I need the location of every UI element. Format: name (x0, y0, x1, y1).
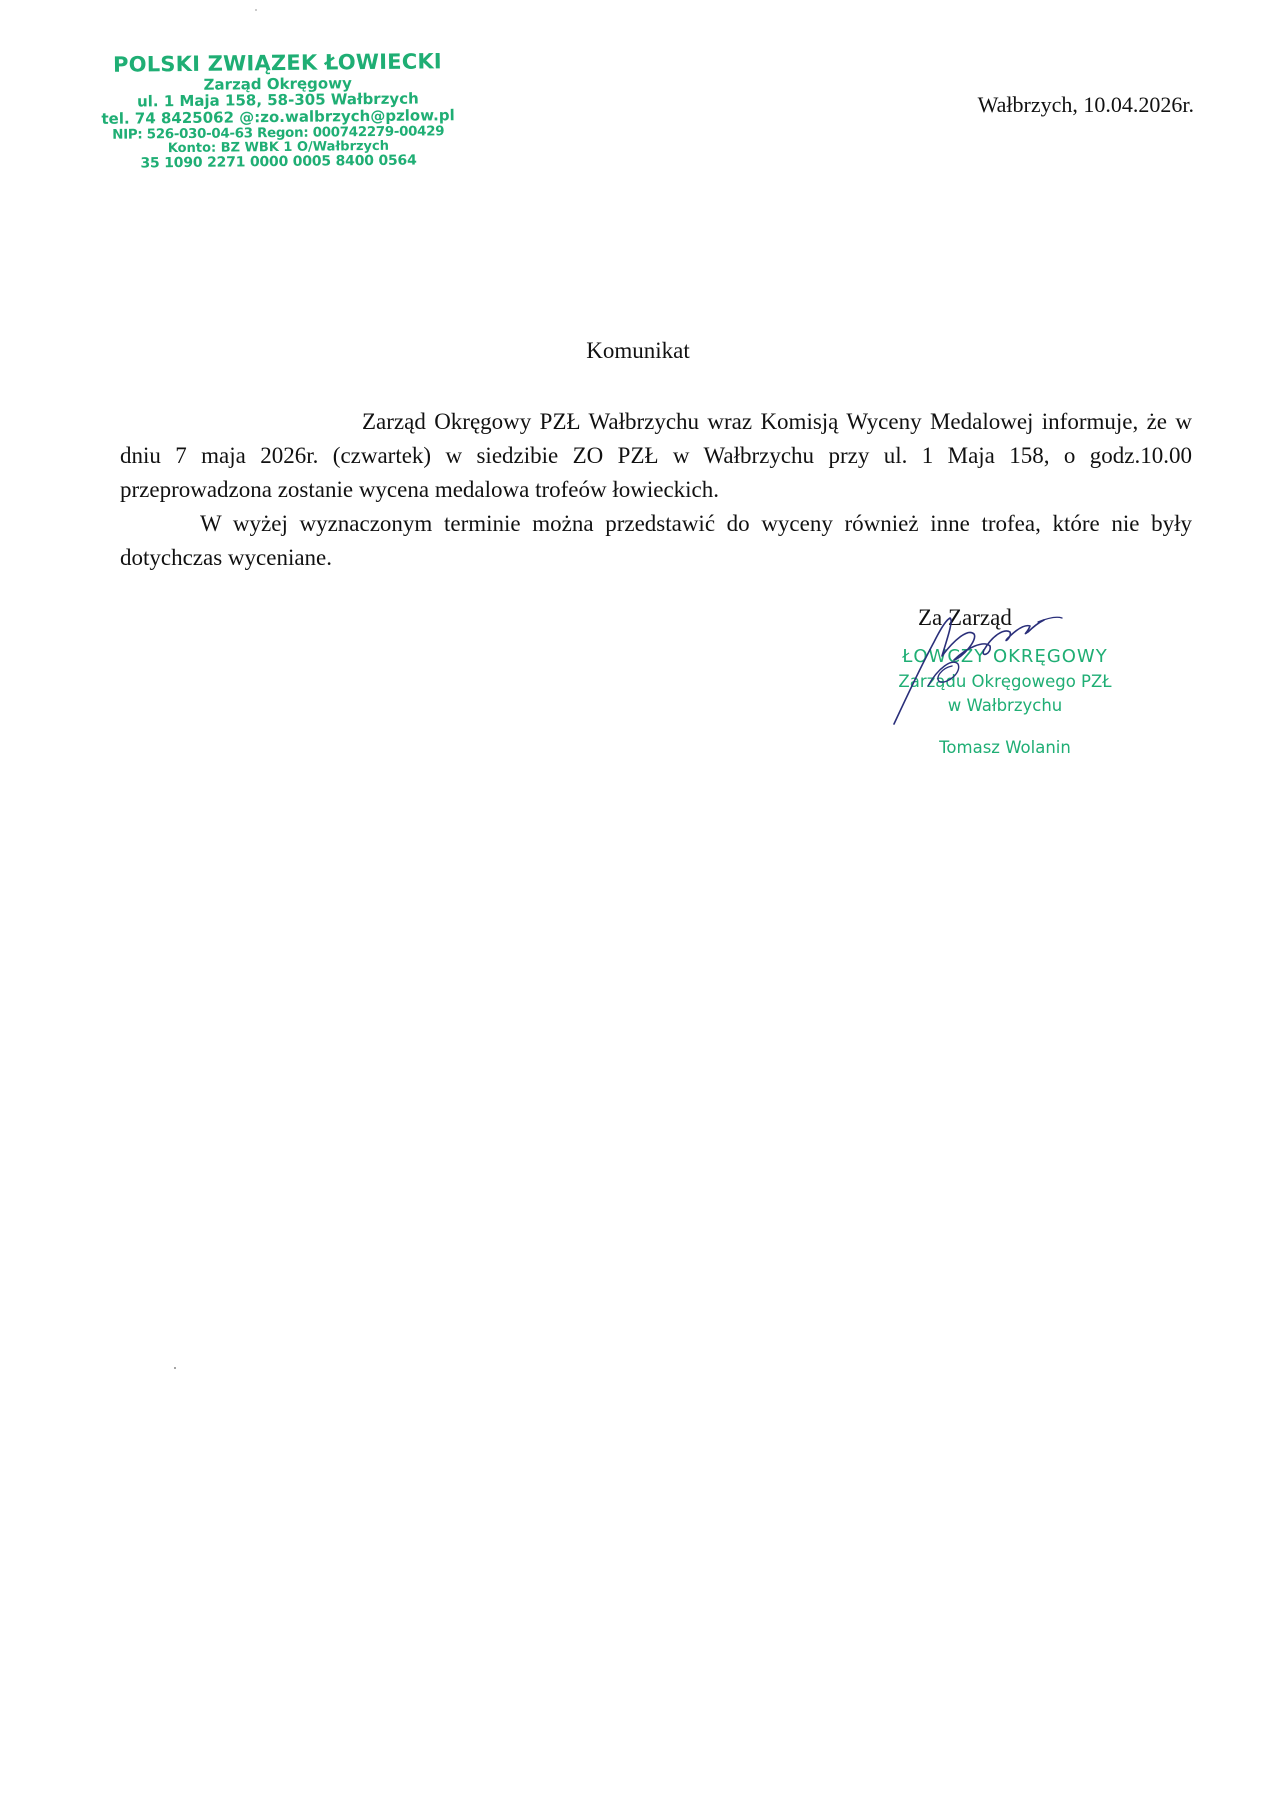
signer-name: Tomasz Wolanin (939, 738, 1071, 757)
stamp-contact: tel. 74 8425062 @:zo.walbrzych@pzlow.pl (101, 106, 455, 128)
organization-stamp (91, 50, 464, 173)
stamp-account: 35 1090 2271 0000 0005 8400 0564 (140, 153, 417, 172)
stamp-ids: NIP: 526-030-04-63 Regon: 000742279-00429 (112, 124, 445, 143)
signer-stamp-title: ŁOWCZY OKRĘGOWY (902, 646, 1108, 667)
signature-prefix: Za Zarząd (918, 605, 1012, 630)
scan-speck (174, 1367, 176, 1369)
signer-stamp-board: Zarządu Okręgowego PZŁ (898, 672, 1112, 691)
stamp-organization: POLSKI ZWIĄZEK ŁOWIECKI (112, 49, 442, 77)
scan-speck (255, 9, 257, 11)
signer-stamp-city: w Wałbrzychu (947, 696, 1063, 715)
signer-stamp (885, 644, 1125, 760)
stamp-bank: Konto: BZ WBK 1 O/Wałbrzych (167, 138, 390, 157)
date-line: Wałbrzych, 10.04.2026r. (977, 92, 1194, 117)
body-paragraph-1: Zarząd Okręgowy PZŁ Wałbrzychu wraz Komisją Wyceny Medalowej informuje, że w dniu 7 maja 2026r. (czwartek) w siedzibie ZO PZŁ w Wałbrzychu przy ul. 1 Maja 158, o godz.10.00 przeprowadzona zostanie wycena medalowa trofeów łowieckich. (120, 409, 1192, 502)
body-paragraph-2: W wyżej wyznaczonym terminie można przedstawić do wyceny również inne trofea, które nie były dotychczas wyceniane. (120, 511, 1192, 570)
document-title: Komunikat (586, 338, 690, 363)
stamp-address: ul. 1 Maja 158, 58-305 Wałbrzych (136, 89, 419, 111)
signature-stroke-tail (1038, 617, 1062, 622)
stamp-board: Zarząd Okręgowy (203, 73, 352, 94)
letter-body (120, 405, 1192, 575)
